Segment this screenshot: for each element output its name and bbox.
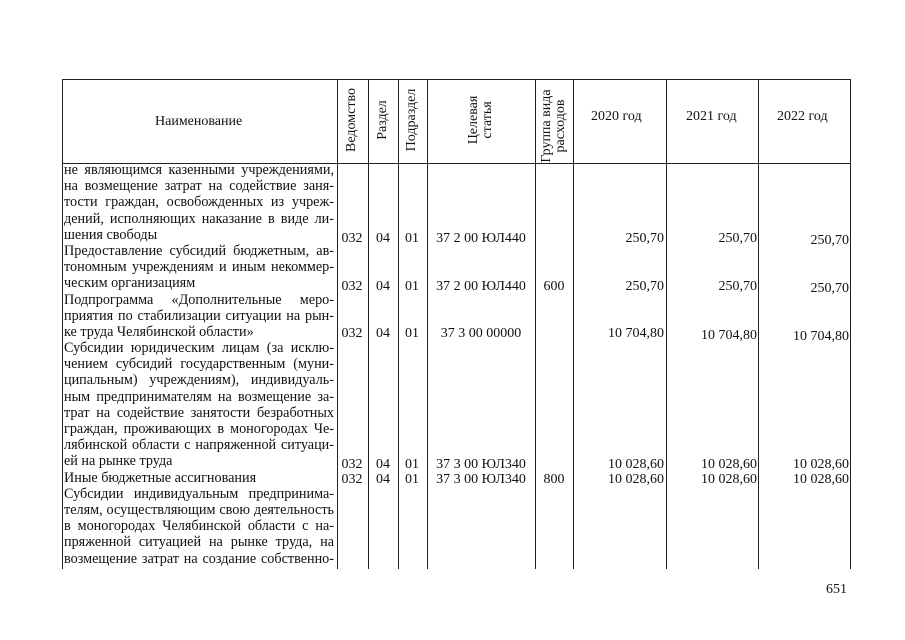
name-line: чением субсидий государственным (муни- — [64, 356, 334, 373]
cell-vedomstvo: 032 — [341, 279, 363, 294]
cell-2020: 250,70 — [625, 231, 664, 246]
header-2022: 2022 год — [777, 109, 828, 124]
header-gruppa — [540, 89, 568, 162]
table-col-line — [573, 79, 574, 569]
name-line: тономным учреждениям и иным некоммер- — [64, 259, 334, 276]
name-line: на возмещение затрат на содействие заня- — [64, 178, 334, 195]
name-line: трат на содействие занятости безработных — [64, 404, 334, 421]
cell-razdel: 04 — [376, 326, 390, 341]
cell-celevaya: 37 3 00 00000 — [440, 326, 522, 341]
cell-2020: 10 028,60 — [608, 457, 664, 472]
header-celevaya-line2: статья — [480, 101, 495, 139]
header-podrazdel: Подраздел — [404, 88, 419, 152]
table-col-line — [850, 79, 851, 569]
cell-podrazdel: 01 — [405, 231, 419, 246]
cell-razdel: 04 — [376, 472, 390, 487]
cell-2022: 250,70 — [810, 233, 849, 248]
table-border-top — [62, 79, 850, 80]
name-line: телям, осуществляющим свою деятельность — [64, 501, 334, 518]
cell-razdel: 04 — [376, 457, 390, 472]
cell-vedomstvo: 032 — [341, 472, 363, 487]
name-line: лябинской области с напряженной ситуаци- — [64, 437, 334, 454]
header-celevaya — [467, 96, 495, 145]
page-number: 651 — [826, 582, 847, 597]
cell-gruppa: 600 — [543, 279, 565, 294]
cell-celevaya: 37 3 00 ЮЛ340 — [436, 457, 526, 472]
name-line: граждан, проживающих в моногородах Че- — [64, 421, 334, 437]
name-column-text — [64, 162, 334, 567]
name-line: тости граждан, освобожденных из учреж- — [64, 194, 334, 211]
name-line: пряженной ситуацией на рынке труда, на — [64, 534, 334, 551]
cell-2020: 10 704,80 — [608, 326, 664, 341]
table-col-line — [398, 79, 399, 569]
cell-2020: 10 028,60 — [608, 472, 664, 487]
cell-2021: 250,70 — [718, 279, 757, 294]
table-col-line — [62, 79, 63, 569]
name-line: Предоставление субсидий бюджетным, ав- — [64, 242, 334, 259]
header-gruppa-line2: расходов — [553, 99, 568, 153]
cell-celevaya: 37 2 00 ЮЛ440 — [436, 231, 526, 246]
cell-2021: 10 028,60 — [701, 457, 757, 472]
header-razdel: Раздел — [375, 100, 390, 140]
table-col-line — [427, 79, 428, 569]
name-line: Субсидии индивидуальным предпринима- — [64, 485, 334, 502]
cell-podrazdel: 01 — [405, 326, 419, 341]
cell-2020: 250,70 — [625, 279, 664, 294]
table-col-line — [666, 79, 667, 569]
cell-2022: 10 028,60 — [793, 457, 849, 472]
name-line: в моногородах Челябинской области с на- — [64, 518, 334, 535]
cell-2021: 10 704,80 — [701, 328, 757, 343]
cell-celevaya: 37 3 00 ЮЛ340 — [436, 472, 526, 487]
name-line: ей на рынке труда — [64, 453, 173, 470]
cell-vedomstvo: 032 — [341, 457, 363, 472]
name-line: ке труда Челябинской области» — [64, 323, 254, 340]
cell-vedomstvo: 032 — [341, 326, 363, 341]
name-line: ным предпринимателям на возмещение за- — [64, 388, 334, 405]
table-col-line — [535, 79, 536, 569]
cell-celevaya: 37 2 00 ЮЛ440 — [436, 279, 526, 294]
table-col-line — [368, 79, 369, 569]
cell-2021: 250,70 — [718, 231, 757, 246]
name-line: Подпрограмма «Дополнительные меро- — [64, 291, 334, 308]
name-line: ципальным) учреждениям), индивидуаль- — [64, 372, 334, 389]
cell-razdel: 04 — [376, 231, 390, 246]
name-line: шения свободы — [64, 226, 158, 243]
cell-razdel: 04 — [376, 279, 390, 294]
cell-gruppa: 800 — [543, 472, 565, 487]
cell-2021: 10 028,60 — [701, 472, 757, 487]
cell-2022: 10 028,60 — [793, 472, 849, 487]
header-2021: 2021 год — [686, 109, 737, 124]
name-line: Иные бюджетные ассигнования — [64, 469, 257, 486]
name-line: Субсидии юридическим лицам (за исклю- — [64, 340, 334, 357]
header-name: Наименование — [155, 114, 243, 129]
cell-2022: 10 704,80 — [793, 329, 849, 344]
name-line: дений, исполняющих наказание в виде ли- — [64, 210, 334, 227]
cell-podrazdel: 01 — [405, 472, 419, 487]
cell-vedomstvo: 032 — [341, 231, 363, 246]
name-line: приятия по стабилизации ситуации на рын- — [64, 307, 334, 324]
header-gruppa-line1: Группа вида — [539, 89, 554, 163]
header-celevaya-line1: Целевая — [466, 95, 481, 145]
cell-podrazdel: 01 — [405, 279, 419, 294]
table-col-line — [758, 79, 759, 569]
name-line: ческим организациям — [64, 275, 196, 292]
header-vedomstvo: Ведомство — [344, 88, 359, 152]
name-line: возмещение затрат на создание собственно- — [64, 550, 334, 567]
cell-podrazdel: 01 — [405, 457, 419, 472]
header-2020: 2020 год — [591, 109, 642, 124]
name-line: не являющимся казенными учреждениями, — [64, 162, 334, 178]
cell-2022: 250,70 — [810, 281, 849, 296]
table-col-line — [337, 79, 338, 569]
